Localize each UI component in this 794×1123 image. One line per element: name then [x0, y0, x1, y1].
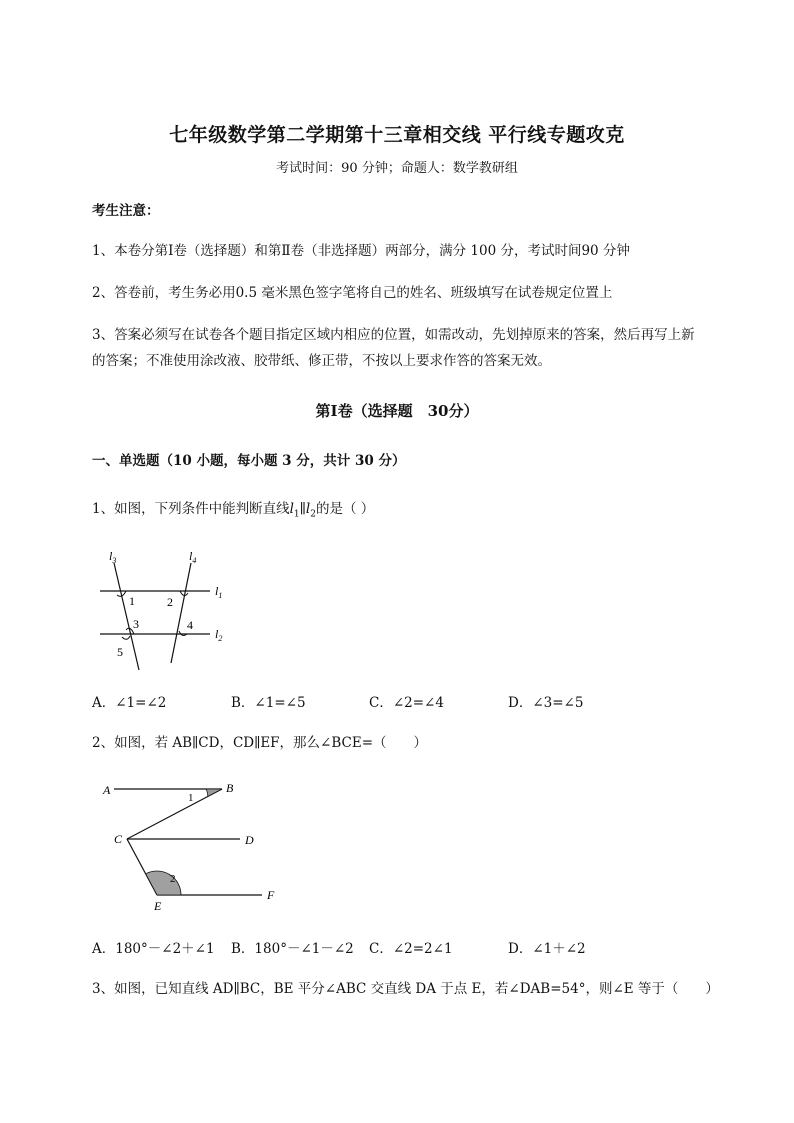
notice-heading: 考生注意： — [92, 203, 160, 219]
option-a[interactable]: A．180°－∠2＋∠1 — [92, 941, 215, 957]
page-title: 七年级数学第二学期第十三章相交线 平行线专题攻克 — [169, 124, 625, 146]
label-angle-4: 4 — [187, 618, 193, 632]
label-a: A — [103, 783, 111, 797]
line-l4 — [171, 563, 191, 663]
label-angle-2: 2 — [167, 595, 173, 609]
option-b[interactable]: B．∠1=∠5 — [231, 695, 306, 711]
notice-item-2: 2、答卷前，考生务必用0.5 毫米黑色签字笔将自己的姓名、班级填写在试卷规定位置上 — [92, 285, 613, 301]
label-f: F — [267, 888, 275, 902]
angle-arc-5 — [122, 636, 130, 639]
option-b[interactable]: B．180°－∠1－∠2 — [231, 941, 354, 957]
label-b: B — [226, 781, 234, 795]
question-1-figure — [92, 545, 242, 675]
notice-item-3-line1: 3、答案必须写在试卷各个题目指定区域内相应的位置，如需改动，先划掉原来的答案，然后再写上新 — [92, 327, 695, 343]
label-angle-2: 2 — [170, 873, 176, 885]
option-c[interactable]: C．∠2=2∠1 — [369, 941, 453, 957]
notice-item-3-line2: 的答案；不准使用涂改液、胶带纸、修正带，不按以上要求作答的答案无效。 — [92, 353, 551, 369]
section-title: 第Ⅰ卷（选择题 30分） — [315, 402, 479, 420]
option-d[interactable]: D．∠1＋∠2 — [508, 941, 586, 957]
option-a[interactable]: A．∠1=∠2 — [92, 695, 167, 711]
label-angle-1: 1 — [129, 594, 135, 608]
angle-arc-4 — [179, 631, 187, 635]
label-angle-5: 5 — [117, 645, 123, 659]
label-l3: $l_3$ — [109, 549, 117, 565]
question-2-stem: 2、如图，若 AB∥CD，CD∥EF，那么∠BCE=（ ） — [92, 735, 428, 751]
label-d: D — [245, 833, 254, 847]
question-1-stem: 1、如图，下列条件中能判断直线$l_1\parallel l_2$的是（ ） — [92, 501, 375, 520]
angle-arc-2 — [180, 591, 188, 596]
part-heading: 一、单选题（10 小题，每小题 3 分，共计 30 分） — [92, 453, 406, 469]
label-angle-3: 3 — [133, 617, 139, 631]
angle-2-shade — [146, 871, 181, 895]
notice-item-1: 1、本卷分第Ⅰ卷（选择题）和第Ⅱ卷（非选择题）两部分，满分 100 分，考试时间90 分钟 — [92, 243, 630, 259]
question-3-stem: 3、如图，已知直线 AD∥BC，BE 平分∠ABC 交直线 DA 于点 E，若∠DAB=54°，则∠E 等于（ ） — [92, 981, 719, 997]
option-c[interactable]: C．∠2=∠4 — [369, 695, 444, 711]
label-c: C — [114, 832, 123, 846]
angle-1-shade — [206, 789, 222, 797]
label-l2: $l_2$ — [215, 627, 223, 643]
page-subtitle: 考试时间：90 分钟；命题人：数学教研组 — [276, 161, 518, 176]
question-2-figure — [92, 770, 292, 910]
label-angle-1: 1 — [188, 792, 194, 804]
label-e: E — [154, 899, 162, 910]
label-l4: $l_4$ — [189, 549, 197, 565]
option-d[interactable]: D．∠3=∠5 — [508, 695, 584, 711]
label-l1: $l_1$ — [215, 584, 223, 600]
